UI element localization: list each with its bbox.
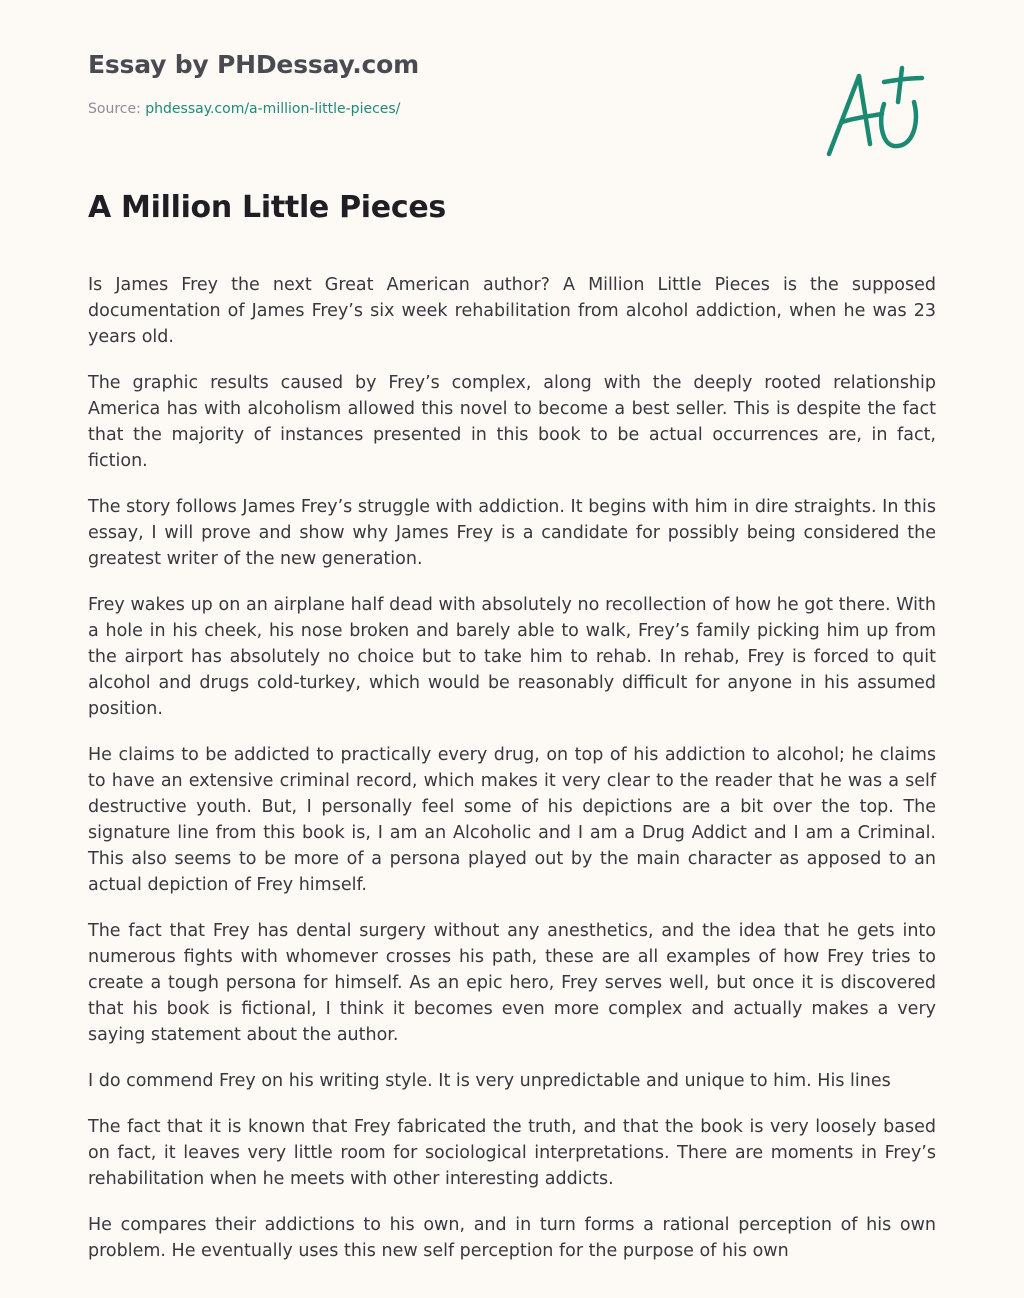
essay-paragraph: Frey wakes up on an airplane half dead with absolutely no recollection of how he got there. With a hole in his cheek, his nose broken and barely able to walk, Frey’s family picking him up from the airport has absolutely no choice but to take him to rehab. In rehab, Frey is forced to quit alcohol and drugs cold-turkey, which would be reasonably difficult for anyone in his assumed position. [88, 595, 936, 719]
source-link[interactable]: phdessay.com/a-million-little-pieces/ [145, 101, 401, 117]
essay-paragraph: He compares their addictions to his own, and in turn forms a rational perception of his own problem. He eventually uses this new self perception for the purpose of his own [88, 1215, 936, 1261]
a-plus-logo-icon [822, 64, 932, 162]
essay-paragraph: The story follows James Frey’s struggle with addiction. It begins with him in dire straights. In this essay, I will prove and show why James Frey is a candidate for possibly being considered the greatest writer of the new generation. [88, 497, 936, 569]
essay-paragraph: The fact that it is known that Frey fabricated the truth, and that the book is very loosely based on fact, it leaves very little room for sociological interpretations. There are moments in Frey’s rehabilitation when he meets with other interesting addicts. [88, 1117, 936, 1189]
essay-paragraph: The graphic results caused by Frey’s complex, along with the deeply rooted relationship America has with alcoholism allowed this novel to become a best seller. This is despite the fact that the majority of instances presented in this book to be actual occurrences are, in fact, fiction. [88, 373, 936, 471]
essay-paragraph: I do commend Frey on his writing style. It is very unpredictable and unique to him. His lines [88, 1071, 891, 1091]
essay-paragraph: He claims to be addicted to practically every drug, on top of his addiction to alcohol; he claims to have an extensive criminal record, which makes it very clear to the reader that he was a self destructive youth. But, I personally feel some of his depictions are a bit over the top. The signature line from this book is, I am an Alcoholic and I am a Drug Addict and I am a Criminal. This also seems to be more of a persona played out by the main character as apposed to an actual depiction of Frey himself. [88, 745, 936, 895]
essay-title: A Million Little Pieces [88, 190, 446, 225]
essay-paragraph: The fact that Frey has dental surgery without any anesthetics, and the idea that he gets into numerous fights with whomever crosses his path, these are all examples of how Frey tries to create a tough persona for himself. As an epic hero, Frey serves well, but once it is discovered that his book is fictional, I think it becomes even more complex and actually makes a very saying statement about the author. [88, 921, 936, 1045]
essay-paragraph: Is James Frey the next Great American author? A Million Little Pieces is the supposed documentation of James Frey’s six week rehabilitation from alcohol addiction, when he was 23 years old. [88, 275, 936, 347]
source-line [88, 101, 400, 117]
source-label: Source: [88, 101, 146, 117]
essay-body [88, 272, 936, 1261]
site-brand: Essay by PHDessay.com [88, 50, 419, 79]
